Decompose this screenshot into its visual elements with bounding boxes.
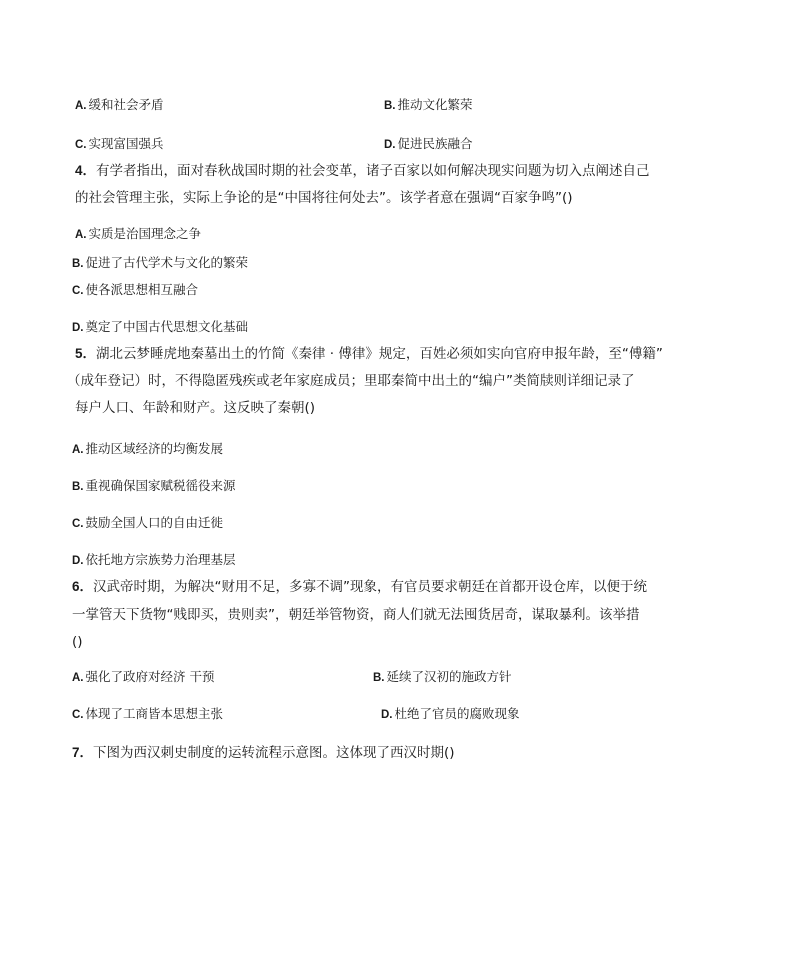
q6-option-b[interactable] <box>373 668 512 687</box>
option-text: 推动文化繁荣 <box>397 97 473 112</box>
question-text: 每户人口、年龄和财产。这反映了秦朝() <box>75 400 316 416</box>
q3-option-d[interactable] <box>384 135 473 154</box>
option-text: 促进民族融合 <box>397 136 473 151</box>
q5-option-b[interactable] <box>72 477 236 496</box>
option-key: D. <box>72 322 84 334</box>
q6-stem-line-3 <box>72 633 83 651</box>
q3-option-c[interactable] <box>75 135 164 154</box>
option-key: B. <box>72 258 84 270</box>
option-text: 实质是治国理念之争 <box>88 226 202 241</box>
question-number: 5． <box>75 346 97 361</box>
q5-stem-line-3 <box>75 399 315 417</box>
option-text: 奠定了中国古代思想文化基础 <box>85 319 249 334</box>
option-key: A. <box>75 100 87 112</box>
q3-option-a[interactable] <box>75 96 164 115</box>
option-key: D. <box>384 139 396 151</box>
option-text: 体现了工商皆本思想主张 <box>85 706 224 721</box>
option-text: 重视确保国家赋税徭役来源 <box>85 478 236 493</box>
option-text: 实现富国强兵 <box>88 136 164 151</box>
option-key: C. <box>72 709 84 721</box>
option-key: B. <box>384 100 396 112</box>
q5-option-c[interactable] <box>72 514 223 533</box>
question-number: 7． <box>72 745 94 760</box>
option-text: 使各派思想相互融合 <box>85 282 199 297</box>
q5-option-a[interactable] <box>72 440 223 459</box>
option-key: C. <box>75 139 87 151</box>
question-text: （成年登记）时，不得隐匿残疾或老年家庭成员；里耶秦简中出土的“编户”类简牍则详细记录了 <box>67 373 635 389</box>
option-key: A. <box>72 444 84 456</box>
question-text: 汉武帝时期，为解决“财用不足，多寡不调”现象，有官员要求朝廷在首都开设仓库，以便于统 <box>93 579 648 595</box>
q4-option-b[interactable] <box>72 254 248 273</box>
option-key: B. <box>72 481 84 493</box>
question-number: 4． <box>75 163 97 178</box>
q3-option-b[interactable] <box>384 96 473 115</box>
q6-option-c[interactable] <box>72 705 223 724</box>
q6-option-a[interactable] <box>72 668 214 687</box>
q4-option-d[interactable] <box>72 318 248 337</box>
option-key: A. <box>75 229 87 241</box>
q6-option-d[interactable] <box>381 705 520 724</box>
option-text: 强化了政府对经济 干预 <box>85 669 215 684</box>
q4-option-c[interactable] <box>72 281 198 300</box>
question-text: 湖北云梦睡虎地秦墓出土的竹简《秦律 · 傅律》规定，百姓必须如实向官府申报年龄，至“傅籍” <box>96 346 663 362</box>
option-key: B. <box>373 672 385 684</box>
q4-stem-line-2 <box>75 189 573 207</box>
question-text: 一掌管天下货物“贱即买，贵则卖”，朝廷举管物资，商人们就无法囤货居奇，谋取暴利。该举措 <box>72 607 640 623</box>
q7-stem-line-1 <box>72 744 455 762</box>
question-text: () <box>72 634 83 650</box>
q6-stem-line-1 <box>72 578 647 596</box>
option-text: 延续了汉初的施政方针 <box>386 669 512 684</box>
option-text: 促进了古代学术与文化的繁荣 <box>85 255 249 270</box>
q4-stem-line-1 <box>75 162 650 180</box>
option-text: 缓和社会矛盾 <box>88 97 164 112</box>
question-text: 有学者指出，面对春秋战国时期的社会变革，诸子百家以如何解决现实问题为切入点阐述自己 <box>96 163 650 179</box>
question-text: 下图为西汉刺史制度的运转流程示意图。这体现了西汉时期() <box>93 745 455 761</box>
question-number: 6． <box>72 579 94 594</box>
option-text: 杜绝了官员的腐败现象 <box>394 706 520 721</box>
q6-stem-line-2 <box>72 606 640 624</box>
option-key: C. <box>72 285 84 297</box>
option-key: A. <box>72 672 84 684</box>
option-text: 依托地方宗族势力治理基层 <box>85 552 236 567</box>
q5-stem-line-2 <box>67 372 635 390</box>
q5-option-d[interactable] <box>72 551 236 570</box>
q5-stem-line-1 <box>75 345 663 363</box>
option-key: C. <box>72 518 84 530</box>
q4-option-a[interactable] <box>75 225 201 244</box>
option-text: 推动区域经济的均衡发展 <box>85 441 224 456</box>
option-text: 鼓励全国人口的自由迁徙 <box>85 515 224 530</box>
option-key: D. <box>381 709 393 721</box>
option-key: D. <box>72 555 84 567</box>
question-text: 的社会管理主张，实际上争论的是“中国将往何处去”。该学者意在强调“百家争鸣”() <box>75 190 573 206</box>
